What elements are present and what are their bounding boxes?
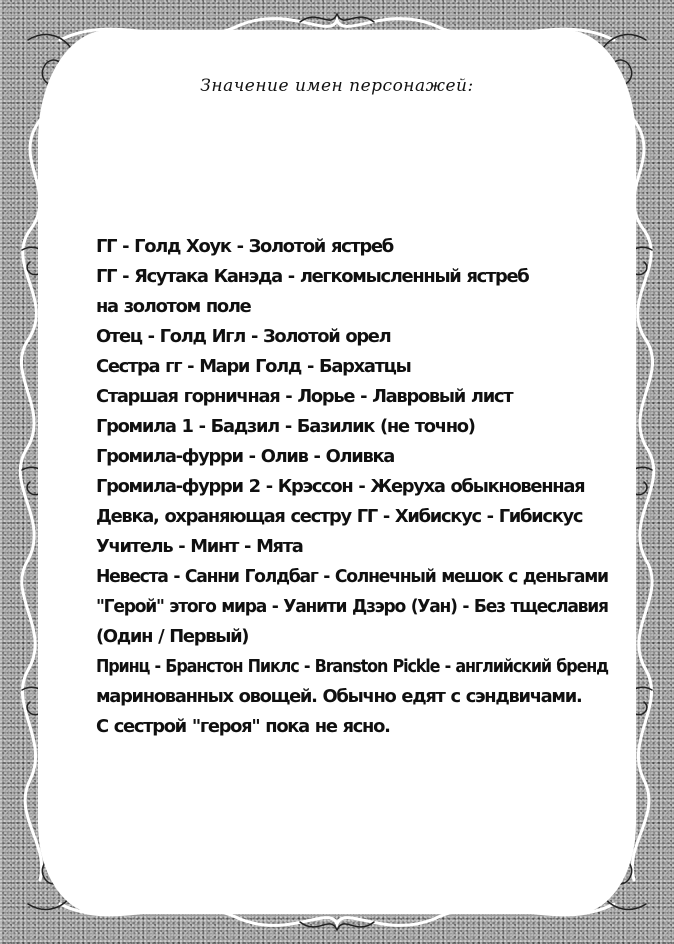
list-item: Принц - Бранстон Пиклс - Branston Pickle - английский бренд [96,656,608,677]
list-item: ГГ - Голд Хоук - Золотой ястреб [96,236,393,257]
list-item: на золотом поле [96,296,251,317]
character-name-list [96,232,612,742]
list-item: С сестрой "героя" пока не ясно. [96,716,390,737]
page-title: Значение имен персонажей: [200,76,474,96]
list-item: Отец - Голд Игл - Золотой орел [96,326,391,347]
list-item: Девка, охраняющая сестру ГГ - Хибискус - Гибискус [96,506,583,527]
list-item: Сестра гг - Мари Голд - Бархатцы [96,356,411,377]
list-item: Громила-фурри - Олив - Оливка [96,446,395,467]
list-item: Невеста - Санни Голдбаг - Солнечный мешок с деньгами [96,566,608,587]
list-item: ГГ - Ясутака Канэда - легкомысленный ястреб [96,266,529,287]
list-item: (Один / Первый) [96,626,249,647]
list-item: Старшая горничная - Лорье - Лавровый лист [96,386,513,407]
list-item: маринованных овощей. Обычно едят с сэндвичами. [96,686,582,707]
list-item: Громила-фурри 2 - Крэссон - Жеруха обыкновенная [96,476,585,497]
list-item: Учитель - Минт - Мята [96,536,303,557]
list-item: Громила 1 - Бадзил - Базилик (не точно) [96,416,475,437]
list-item: "Герой" этого мира - Уанити Дзэро (Уан) - Без тщеславия [96,596,608,617]
